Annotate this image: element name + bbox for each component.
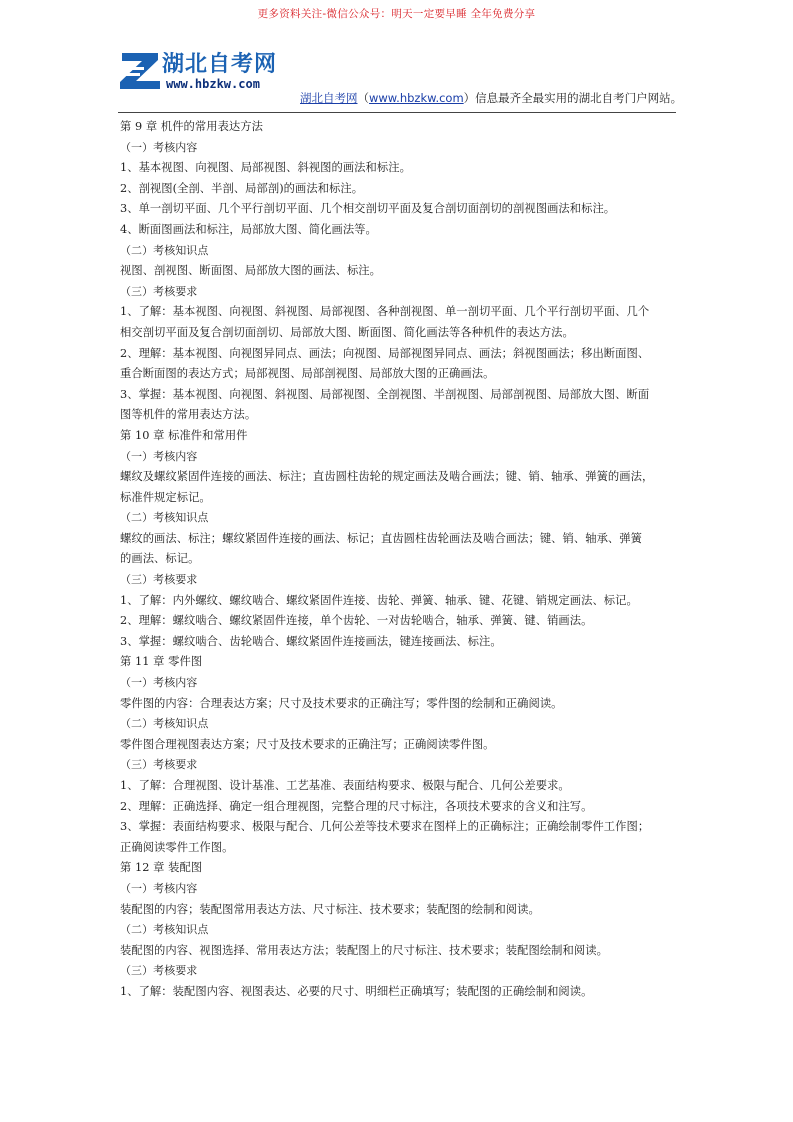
- body-line: 装配图的内容、视图选择、常用表达方法；装配图上的尺寸标注、技术要求；装配图绘制和阅读。: [120, 943, 608, 957]
- logo-title: 湖北自考网: [162, 52, 278, 77]
- body-line: 3、掌握：螺纹啮合、齿轮啮合、螺纹紧固件连接画法，键连接画法、标注。: [120, 634, 502, 648]
- section-heading: （一）考核内容: [120, 140, 198, 154]
- body-line: 零件图合理视图表达方案；尺寸及技术要求的正确注写；正确阅读零件图。: [120, 737, 495, 751]
- body-line: 3、掌握：表面结构要求、极限与配合、几何公差等技术要求在图样上的正确标注；正确绘制零件工作图；: [120, 820, 650, 834]
- tagline-text: 信息最齐全最实用的湖北自考门户网站。: [475, 91, 683, 105]
- section-heading: （三）考核要求: [120, 573, 198, 587]
- top-banner: 更多资料关注-微信公众号：明天一定要早睡 全年免费分享: [257, 8, 536, 20]
- body-line: 相交剖切平面及复合剖切面剖切、局部放大图、断面图、简化画法等各种机件的表达方法。: [120, 325, 574, 339]
- section-heading: （一）考核内容: [120, 449, 198, 463]
- chapter-heading: 第 11 章 零件图: [120, 655, 203, 669]
- site-url-link[interactable]: www.hbzkw.com: [369, 91, 464, 105]
- body-line: 2、剖视图(全剖、半剖、局部剖)的画法和标注。: [120, 181, 364, 195]
- header-divider: [118, 112, 676, 113]
- body-line: 2、理解：基本视图、向视图异同点、画法；向视图、局部视图异同点、画法；斜视图画法；移出断面图、: [120, 346, 650, 360]
- body-line: 重合断面图的表达方式；局部视图、局部剖视图、局部放大图的正确画法。: [120, 367, 495, 381]
- body-line: 2、理解：正确选择、确定一组合理视图，完整合理的尺寸标注，各项技术要求的含义和注写。: [120, 799, 593, 813]
- body-line: 的画法、标记。: [120, 552, 200, 566]
- section-heading: （一）考核内容: [120, 676, 198, 690]
- body-line: 4、断面图画法和标注，局部放大图、简化画法等。: [120, 222, 377, 236]
- tagline-close-paren: ）: [463, 91, 476, 105]
- section-heading: （三）考核要求: [120, 964, 198, 978]
- body-line: 视图、剖视图、断面图、局部放大图的画法、标注。: [120, 264, 381, 278]
- section-heading: （三）考核要求: [120, 284, 198, 298]
- body-line: 1、了解：装配图内容、视图表达、必要的尺寸、明细栏正确填写；装配图的正确绘制和阅读。: [120, 984, 593, 998]
- body-line: 螺纹的画法、标注；螺纹紧固件连接的画法、标记；直齿圆柱齿轮画法及啮合画法；键、销、轴承、弹簧: [120, 531, 642, 545]
- site-logo[interactable]: [118, 47, 298, 97]
- chapter-heading: 第 10 章 标准件和常用件: [120, 428, 248, 442]
- tagline-open-paren: （: [357, 91, 369, 105]
- body-line: 零件图的内容：合理表达方案；尺寸及技术要求的正确注写；零件图的绘制和正确阅读。: [120, 696, 563, 710]
- section-heading: （二）考核知识点: [120, 717, 209, 731]
- site-name-link[interactable]: 湖北自考网: [300, 91, 358, 105]
- logo-z-icon: [118, 49, 164, 93]
- section-heading: （一）考核内容: [120, 881, 198, 895]
- body-line: 图等机件的常用表达方法。: [120, 408, 257, 422]
- body-line: 装配图的内容；装配图常用表达方法、尺寸标注、技术要求；装配图的绘制和阅读。: [120, 902, 540, 916]
- section-heading: （二）考核知识点: [120, 923, 209, 937]
- body-line: 1、了解：基本视图、向视图、斜视图、局部视图、各种剖视图、单一剖切平面、几个平行剖切平面、几个: [120, 305, 650, 319]
- body-line: 3、单一剖切平面、几个平行剖切平面、几个相交剖切平面及复合剖切面剖切的剖视图画法和标注。: [120, 202, 616, 216]
- body-line: 1、了解：合理视图、设计基准、工艺基准、表面结构要求、极限与配合、几何公差要求。: [120, 779, 570, 792]
- document-body: [120, 117, 680, 1003]
- chapter-heading: 第 12 章 装配图: [120, 861, 203, 875]
- body-line: 3、掌握：基本视图、向视图、斜视图、局部视图、全剖视图、半剖视图、局部剖视图、局部放大图、断面: [120, 387, 650, 401]
- logo-url: www.hbzkw.com: [166, 77, 260, 91]
- section-heading: （二）考核知识点: [120, 243, 209, 257]
- chapter-heading: 第 9 章 机件的常用表达方法: [120, 120, 263, 133]
- body-line: 螺纹及螺纹紧固件连接的画法、标注；直齿圆柱齿轮的规定画法及啮合画法；键、销、轴承、弹簧的画法，: [120, 470, 654, 484]
- site-tagline: [300, 90, 682, 106]
- body-line: 正确阅读零件工作图。: [120, 840, 234, 854]
- body-line: 1、了解：内外螺纹、螺纹啮合、螺纹紧固件连接、齿轮、弹簧、轴承、键、花键、销规定画法、标记。: [120, 593, 638, 607]
- body-line: 1、基本视图、向视图、局部视图、斜视图的画法和标注。: [120, 161, 411, 175]
- section-heading: （二）考核知识点: [120, 511, 209, 525]
- body-line: 2、理解：螺纹啮合、螺纹紧固件连接，单个齿轮、一对齿轮啮合，轴承、弹簧、键、销画法。: [120, 614, 593, 628]
- section-heading: （三）考核要求: [120, 758, 198, 772]
- body-line: 标准件规定标记。: [120, 490, 211, 504]
